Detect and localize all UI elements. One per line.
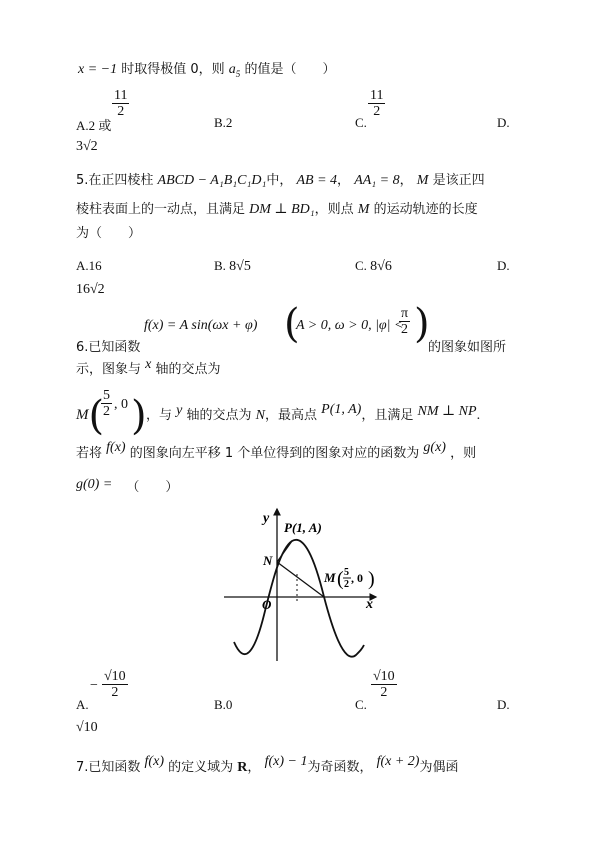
- m-label: M: [324, 570, 336, 585]
- segment-np: [277, 541, 292, 562]
- q5-line3: 为（ ）: [76, 226, 142, 241]
- denominator: 2: [117, 104, 125, 119]
- q5-option-b: [214, 258, 251, 275]
- q6-line2b: 轴的交点为: [155, 362, 221, 377]
- y-axis-label: y: [263, 511, 270, 526]
- intro-text: 时取得极值 0，则: [121, 62, 225, 77]
- label: B.: [214, 258, 226, 273]
- denominator: 2: [111, 685, 119, 700]
- q6-fx: f(x): [106, 440, 126, 455]
- q6-line3d: ，且满足: [361, 408, 414, 423]
- q6-prefix: 6.已知函数: [76, 340, 141, 355]
- q5-cond: DM ⊥ BD₁: [249, 202, 315, 217]
- m-num: 5: [344, 567, 349, 578]
- q6-tail1: 的图象如图所: [428, 340, 507, 355]
- q6-option-a-neg: −: [90, 678, 98, 693]
- q6-line2: [76, 357, 221, 378]
- q6-line3a: ，与: [146, 408, 173, 423]
- q6-period: .: [476, 408, 481, 423]
- q4-option-b: B.2: [214, 115, 233, 130]
- numerator: √10: [104, 669, 126, 684]
- q6-cond: A > 0, ω > 0, |φ| <: [296, 318, 404, 333]
- numerator: 11: [114, 88, 128, 103]
- q5-prism: ABCD − A₁B₁C₁D₁: [157, 173, 267, 188]
- q5-line2b: ，则点: [314, 202, 354, 217]
- q6-nm-np: NM ⊥ NP: [417, 404, 477, 419]
- denominator: 2: [401, 322, 409, 337]
- q6-option-b: B.0: [214, 697, 233, 712]
- q6-g0: g(0) =: [76, 477, 113, 492]
- m-paren-right: ): [368, 568, 375, 590]
- m-tail: , 0: [351, 571, 363, 585]
- q4-option-d-label: D.: [497, 115, 510, 130]
- q6-graph: [220, 505, 380, 665]
- q6-m-label: M: [76, 407, 89, 423]
- q7-mid2: 为奇函数，: [307, 760, 373, 775]
- a5-subscript: 5: [235, 68, 241, 79]
- q5-ab: AB = 4: [296, 173, 338, 188]
- q5-comma2: ，: [399, 173, 413, 188]
- condition-math: x = −1: [78, 62, 118, 77]
- q6-line5: [76, 477, 179, 496]
- q6-line3: [146, 402, 481, 424]
- q6-left-paren: (: [284, 301, 300, 347]
- q6-line4b: 的图象向左平移 1 个单位得到的图象对应的函数为: [129, 446, 420, 461]
- q7-r: R: [237, 760, 248, 775]
- q5-m2: M: [357, 202, 370, 217]
- q6-line4a: 若将: [76, 446, 103, 461]
- q6-function: [144, 318, 257, 334]
- q6-line4c: ，则: [450, 446, 477, 461]
- q7-fx2: f(x + 2): [376, 754, 420, 769]
- q6-option-c-fraction: [371, 669, 397, 700]
- q5-tail1: 是该正四: [432, 173, 485, 188]
- a5-base: a: [228, 62, 236, 77]
- q7-comma: ，: [247, 760, 261, 775]
- q6-pi-fraction: [399, 306, 410, 337]
- value: 8√6: [370, 259, 392, 274]
- q6-n: N: [255, 408, 266, 423]
- q7-fx: f(x): [144, 754, 164, 769]
- q6-m-tail: , 0: [114, 397, 128, 412]
- intro-line: [78, 62, 335, 82]
- q4-option-a-label: A.2 或: [76, 118, 112, 133]
- q7-line1: [76, 754, 459, 776]
- q7-prefix: 7.已知函数: [76, 760, 141, 775]
- q6-line1: [76, 340, 140, 356]
- numerator: π: [401, 306, 409, 321]
- q6-condition: [296, 318, 403, 334]
- q6-blank: （ ）: [126, 480, 179, 495]
- value: 8√5: [229, 259, 251, 274]
- q6-option-d-value: √10: [76, 720, 98, 735]
- q6-y: y: [176, 403, 183, 418]
- label: C.: [355, 258, 367, 273]
- q6-option-d-label: D.: [497, 697, 510, 712]
- sine-curve: [234, 540, 364, 657]
- denominator: 2: [373, 104, 381, 119]
- q5-aa1: AA₁ = 8: [354, 173, 400, 188]
- q4-option-a-fraction: [112, 88, 129, 119]
- q5-line2: [76, 202, 478, 218]
- q7-fx1: f(x) − 1: [264, 754, 308, 769]
- q6-option-a-fraction: [102, 669, 128, 700]
- q5-line2c: 的运动轨迹的长度: [373, 202, 478, 217]
- m-paren-left: (: [337, 568, 344, 590]
- q6-x: x: [145, 357, 152, 372]
- q4-option-c-label: C.: [355, 115, 367, 130]
- x-axis-label: x: [366, 597, 373, 612]
- numerator: 11: [370, 88, 384, 103]
- q6-line3b: 轴的交点为: [186, 408, 252, 423]
- q5-mid: 中，: [266, 173, 293, 188]
- q6-m-paren-left: $^M$(: [76, 393, 105, 439]
- p-label: P(1, A): [284, 520, 322, 535]
- q6-option-a-label: A.: [76, 697, 89, 712]
- q6-p: P(1, A): [321, 402, 362, 417]
- q5-option-c: [355, 258, 392, 275]
- numerator: 5: [103, 388, 110, 403]
- q5-line2a: 棱柱表面上的一动点，且满足: [76, 202, 246, 217]
- origin-label: O: [262, 597, 272, 612]
- n-label: N: [263, 553, 273, 568]
- q6-gx: g(x): [423, 440, 446, 455]
- q5-comma: ，: [337, 173, 351, 188]
- q5-option-d-label: D.: [497, 258, 510, 273]
- q5-m: M: [416, 173, 429, 188]
- q6-m-paren-right: ): [131, 393, 147, 439]
- q6-m-fraction: [101, 388, 112, 419]
- intro-question: 的值是（ ）: [244, 62, 336, 77]
- q5-line1: [76, 173, 485, 189]
- q4-option-c-fraction: [368, 88, 385, 119]
- q5-option-d-value: 16√2: [76, 282, 105, 297]
- segment-nm: [277, 562, 324, 597]
- denominator: 2: [380, 685, 388, 700]
- q6-func: f(x) = A sin(ωx + φ): [144, 318, 258, 333]
- q5-prefix: 5.在正四棱柱: [76, 173, 154, 188]
- numerator: √10: [373, 669, 395, 684]
- q6-option-c-label: C.: [355, 697, 367, 712]
- q6-right-paren: ): [414, 301, 430, 347]
- q5-option-a: A.16: [76, 258, 102, 273]
- q7-tail: 为偶函: [419, 760, 459, 775]
- q4-option-d-value: 3√2: [76, 139, 98, 154]
- q6-line3c: ，最高点: [265, 408, 318, 423]
- q6-line1-tail: [428, 340, 506, 356]
- denominator: 2: [103, 404, 110, 419]
- q6-line2a: 示，图象与: [76, 362, 142, 377]
- q6-line4: [76, 440, 477, 462]
- q7-mid1: 的定义域为: [168, 760, 234, 775]
- a5-symbol: [229, 62, 241, 77]
- m-den: 2: [344, 579, 349, 590]
